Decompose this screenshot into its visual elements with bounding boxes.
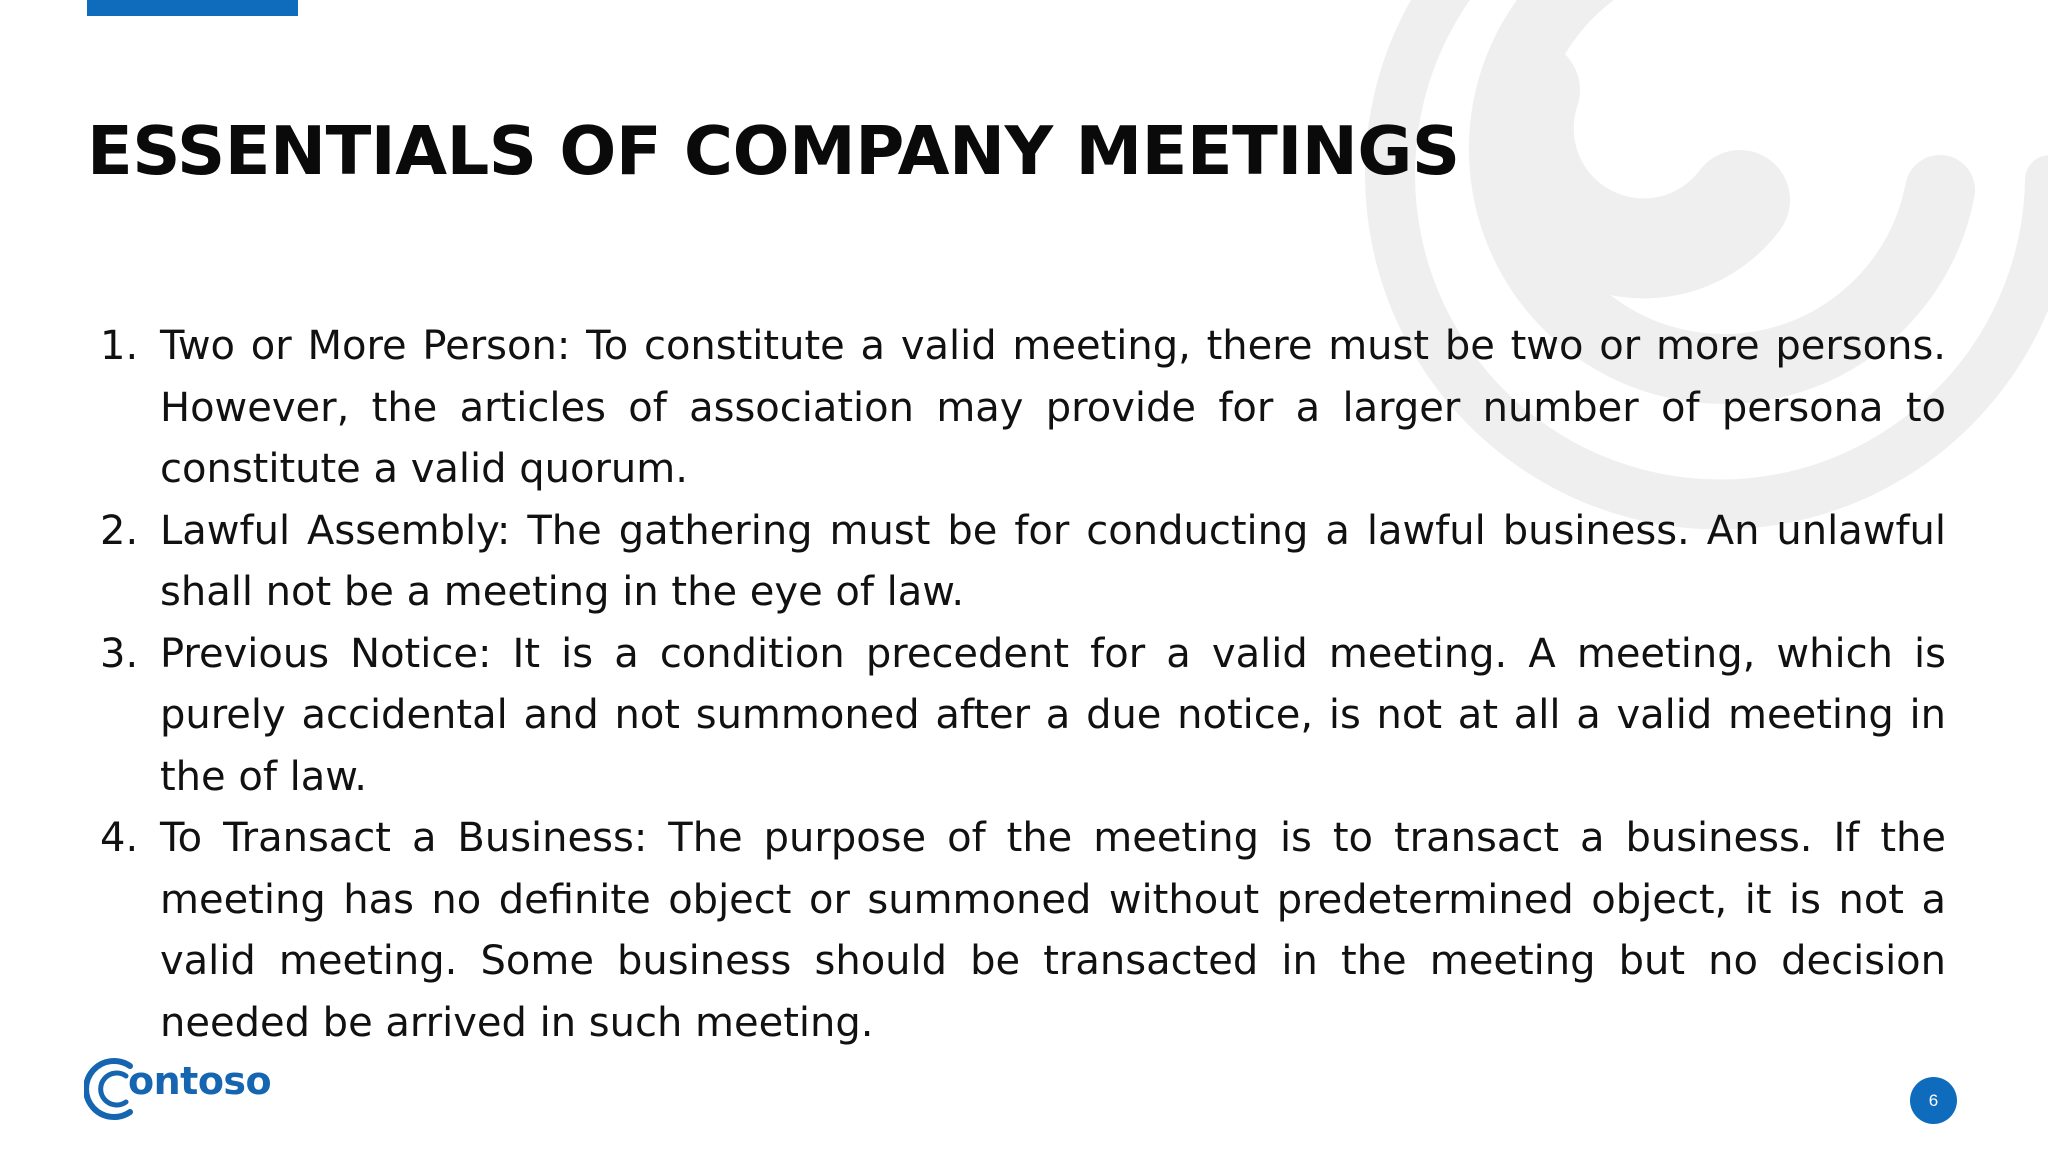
list-item	[100, 808, 1946, 1054]
accent-bar	[87, 0, 298, 16]
list-item	[100, 316, 1946, 501]
list-item-number: 3.	[100, 630, 139, 677]
list-item-text: To Transact a Business: The purpose of the meeting is to transact a business. If the meeting has no definite object or summoned without predetermined object, it is not a valid meeting. Some business should be transacted in the meeting but no decision needed be arrived in such meeting.	[160, 815, 1946, 1046]
logo-text: ontoso	[128, 1059, 272, 1103]
list-item	[100, 624, 1946, 809]
contoso-logo	[84, 1054, 272, 1124]
essentials-list	[100, 316, 1946, 1054]
page-number-badge	[1910, 1077, 1957, 1124]
list-item-text: Previous Notice: It is a condition precedent for a valid meeting. A meeting, which is purely accidental and not summoned after a due notice, is not at all a valid meeting in the of law.	[160, 630, 1946, 800]
list-item	[100, 501, 1946, 624]
slide-title: ESSENTIALS OF COMPANY MEETINGS	[87, 112, 1460, 190]
list-item-number: 4.	[100, 815, 139, 861]
list-item-number: 1.	[100, 323, 139, 369]
list-item-text: Two or More Person: To constitute a valid meeting, there must be two or more persons. However, the articles of association may provide for a larger number of persona to constitute a valid quorum.	[160, 323, 1946, 492]
list-item-number: 2.	[100, 507, 139, 554]
page-number: 6	[1928, 1090, 1939, 1110]
list-item-text: Lawful Assembly: The gathering must be for conducting a lawful business. An unlawful shall not be a meeting in the eye of law.	[160, 507, 1946, 615]
